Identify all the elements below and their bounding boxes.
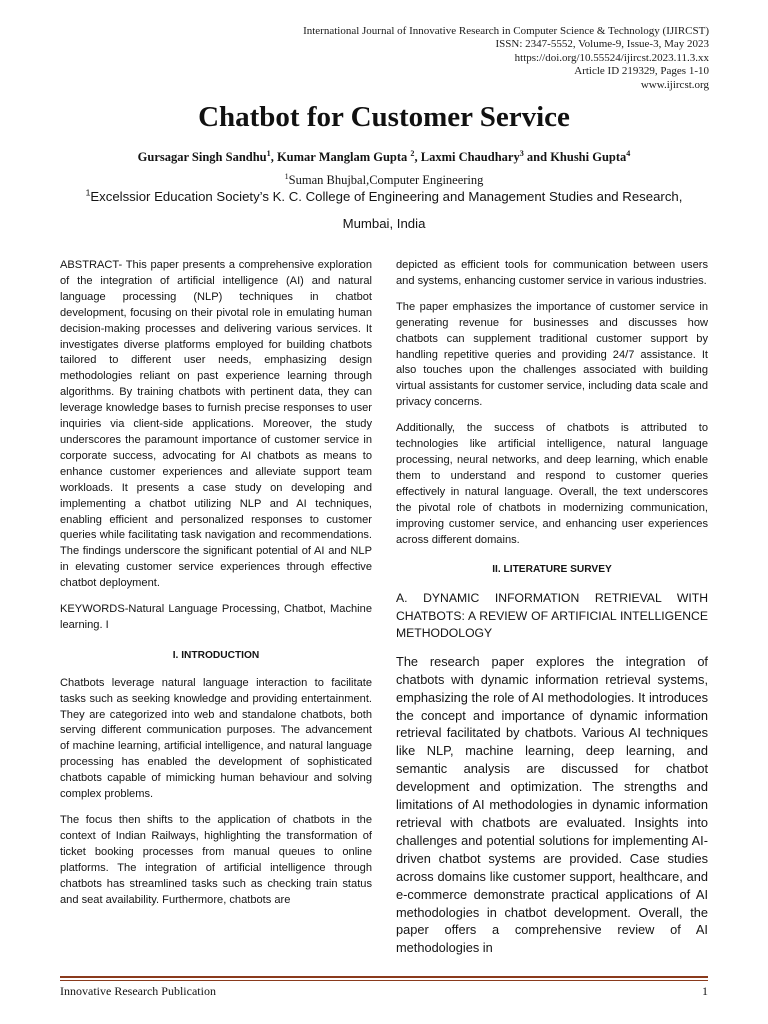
website-link[interactable]: www.ijircst.org — [640, 78, 709, 91]
body-paragraph-1: depicted as efficient tools for communication between users and systems, enhancing customer service in various industries. — [396, 259, 708, 287]
affiliation-location: Mumbai, India — [342, 216, 426, 231]
section-heading-literature-survey: II. LITERATURE SURVEY — [492, 564, 612, 576]
abstract: ABSTRACT- This paper presents a comprehensive exploration of the integration of artificial intelligence (AI) and natural language processing (NLP) techniques in chatbot development, focusing on their pivotal role in emulating human decision-making processes and delivering various services. It investigates diverse platforms employed for building chatbots tailored to different user needs, emphasizing design methodologies reliant on past experience learning through algorithms. By training chatbots with pertinent data, they can leverage knowledge bases to furnish precise responses to user inquiries via client-side applications. Moreover, the study underscores the paramount importance of customer service in corporate success, advocating for AI chatbots as means to enhance customer experiences and alleviate support team workloads. It presents a case study on developing and implementing a chatbot utilizing NLP and AI techniques, enabling efficient and personalized responses to customer queries while facilitating task navigation and recommendations. The findings underscore the significant potential of AI and NLP in elevating customer service experiences through effective chatbot deployment. — [60, 259, 372, 590]
footer-publisher: Innovative Research Publication — [60, 984, 216, 998]
footer-rule-thick — [60, 976, 708, 978]
subsection-heading: A. DYNAMIC INFORMATION RETRIEVAL WITH CHATBOTS: A REVIEW OF ARTIFICIAL INTELLIGENCE METHODOLOGY — [396, 591, 708, 641]
affiliation-sup: 1 — [85, 187, 91, 198]
intro-paragraph-2: The focus then shifts to the application of chatbots in the context of Indian Railways, highlighting the transformation of ticket booking processes from manual queues to online platforms. The integration of artificial intelligence through chatbots has streamlined tasks such as checking train status and seat availability. Furthermore, chatbots are — [60, 814, 372, 906]
author-separator: , — [270, 150, 277, 164]
issn-line: ISSN: 2347-5552, Volume-9, Issue-3, May 2023 — [495, 38, 709, 51]
affiliation-text: Suman Bhujbal,Computer Engineering — [288, 173, 484, 187]
author-sup: 4 — [626, 148, 631, 158]
author-separator: and — [523, 150, 551, 164]
affiliation-institution — [0, 189, 768, 204]
author-sup: 3 — [519, 148, 524, 158]
author-name: Khushi Gupta — [550, 150, 627, 164]
left-column — [60, 258, 372, 918]
author-list — [0, 150, 768, 165]
journal-header — [303, 25, 709, 92]
author-name: Gursagar Singh Sandhu — [137, 150, 267, 164]
article-id: Article ID 219329, Pages 1-10 — [574, 65, 709, 78]
author-name: Kumar Manglam Gupta — [276, 150, 411, 164]
paper-title: Chatbot for Customer Service — [198, 101, 570, 133]
affiliation-sup: 1 — [284, 171, 289, 181]
keywords: KEYWORDS-Natural Language Processing, Chatbot, Machine learning. I — [60, 603, 372, 631]
affiliation-text: Excelssior Education Society’s K. C. College of Engineering and Management Studies and Research, — [90, 189, 683, 204]
literature-paragraph: The research paper explores the integration of chatbots with dynamic information retrieval systems, emphasizing the role of AI methodologies. It introduces the concept and importance of dynamic information retrieval facilitated by chatbots. Various AI techniques like NLP, machine learning, deep learning, and semantic analysis are discussed for chatbot development and optimization. The strengths and limitations of AI methodologies in dynamic information retrieval with chatbots are evaluated. Insights into challenges and potential solutions for implementing AI-driven chatbot systems are provided. Case studies across domains like customer support, healthcare, and e-commerce demonstrate practical applications of AI methodologies in chatbot development. Overall, the paper offers a comprehensive review of AI methodologies in — [396, 653, 708, 956]
body-paragraph-3: Additionally, the success of chatbots is attributed to technologies like artificial intelligence, natural language processing, neural networks, and deep learning, which enable them to understand and respond to customer queries effectively in natural language. Overall, the text underscores the pivotal role of chatbots in modernizing communication, improving customer service, and enhancing user experiences across different domains. — [396, 422, 708, 546]
affiliation-department — [0, 173, 768, 188]
body-paragraph-2: The paper emphasizes the importance of customer service in generating revenue for businesses and discusses how chatbots can supplement traditional customer support by handling repetitive queries and providing 24/7 assistance. It also touches upon the challenges associated with building virtual assistants for customer service, including data scale and privacy concerns. — [396, 300, 708, 409]
journal-name: International Journal of Innovative Research in Computer Science & Technology (IJIRCST) — [303, 25, 709, 37]
section-heading-introduction: I. INTRODUCTION — [172, 649, 260, 661]
footer-rule-thin — [60, 980, 708, 981]
intro-paragraph-1: Chatbots leverage natural language interaction to facilitate tasks such as seeking knowledge and providing entertainment. They are categorized into web and standalone chatbots, both serving different communication purposes. The advancement of machine learning, artificial intelligence, and natural language processing has enabled the development of sophisticated chatbots capable of mimicking human behaviour and solving complex problems. — [60, 676, 372, 801]
author-separator: , — [414, 150, 421, 164]
doi-link[interactable]: https://doi.org/10.55524/ijircst.2023.11.3.xx — [514, 51, 709, 64]
author-name: Laxmi Chaudhary — [420, 150, 520, 164]
right-column — [396, 258, 708, 967]
author-sup: 1 — [266, 148, 271, 158]
page-number: 1 — [702, 984, 708, 998]
author-sup: 2 — [410, 148, 415, 158]
